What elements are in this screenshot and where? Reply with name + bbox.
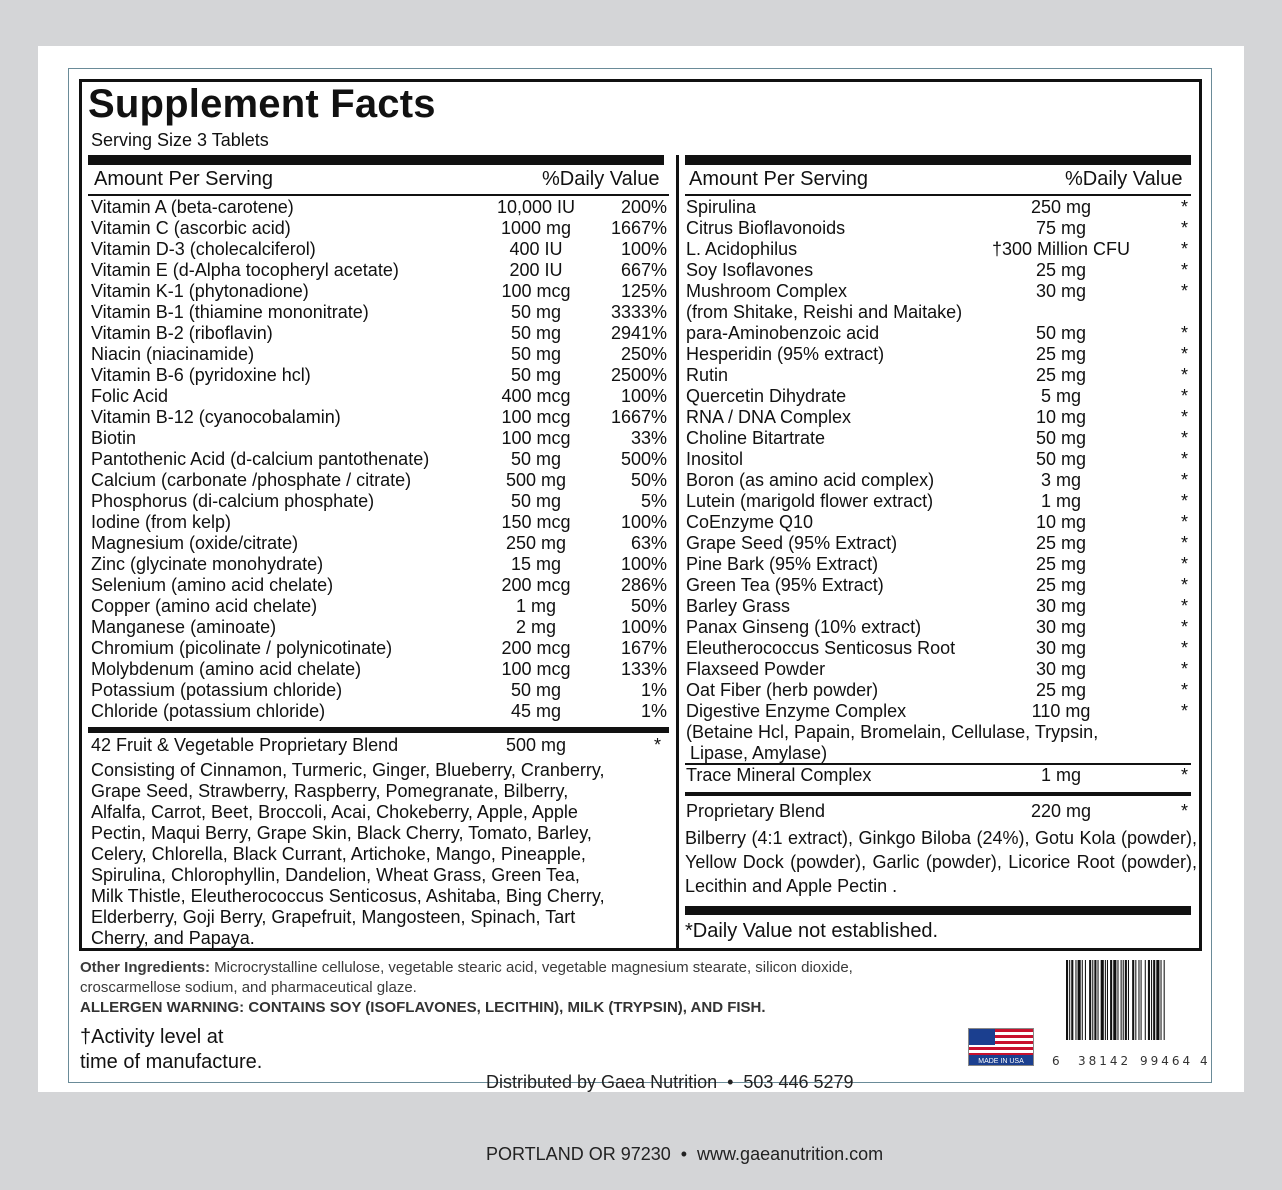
left-amount: 500 mg	[505, 470, 567, 490]
right-dv: *	[1180, 260, 1188, 280]
barcode-bar	[1121, 960, 1122, 1040]
right-name: L. Acidophilus	[686, 239, 798, 259]
right-row	[686, 533, 1188, 554]
barcode-bar	[1071, 960, 1073, 1040]
amount-header-left: Amount Per Serving	[94, 168, 273, 190]
fv-blend-amount: 500 mg	[505, 735, 567, 755]
barcode-bar	[1078, 960, 1081, 1040]
column-divider	[676, 155, 679, 951]
left-dv: 50%	[630, 470, 667, 490]
right-amount: 30 mg	[1035, 281, 1087, 301]
right-dv: *	[1180, 428, 1188, 448]
right-dv: *	[1180, 533, 1188, 553]
barcode-bar	[1148, 960, 1150, 1040]
barcode-bar	[1113, 960, 1116, 1040]
right-row	[686, 428, 1188, 449]
right-name: Lutein (marigold flower extract)	[686, 491, 934, 511]
fv-blend-line: Milk Thistle, Eleutherococcus Senticosus, Ashitaba, Bing Cherry,	[91, 886, 605, 906]
left-name: Calcium (carbonate /phosphate / citrate)	[91, 470, 412, 490]
right-amount: 25 mg	[1035, 365, 1087, 385]
trace-row	[686, 765, 1188, 786]
right-name: Grape Seed (95% Extract)	[686, 533, 898, 553]
right-amount: 25 mg	[1035, 260, 1087, 280]
barcode-bars	[1060, 960, 1196, 1040]
barcode-bar	[1151, 960, 1152, 1040]
left-name: Iodine (from kelp)	[91, 512, 232, 532]
left-amount: 1 mg	[515, 596, 557, 616]
right-amount: 1 mg	[1040, 491, 1082, 511]
right-amount: 10 mg	[1035, 407, 1087, 427]
right-row	[686, 617, 1188, 638]
left-row	[91, 554, 667, 575]
trace-amount: 1 mg	[1040, 765, 1082, 785]
right-row	[686, 281, 1188, 322]
blend-bar-left	[88, 727, 669, 733]
right-row	[686, 512, 1188, 533]
right-dv: *	[1180, 638, 1188, 658]
barcode-bar	[1110, 960, 1112, 1040]
right-amount: 30 mg	[1035, 659, 1087, 679]
left-dv: 286%	[620, 575, 667, 595]
right-amount: 5 mg	[1040, 386, 1082, 406]
barcode-bar	[1141, 960, 1142, 1040]
left-dv: 1667%	[610, 218, 667, 238]
activity-note-line1: †Activity level at	[80, 1026, 224, 1048]
right-row	[686, 659, 1188, 680]
right-dv: *	[1180, 407, 1188, 427]
right-dv: *	[1180, 659, 1188, 679]
page-title: Supplement Facts	[88, 82, 436, 126]
right-amount: †300 Million CFU	[991, 239, 1131, 259]
left-name: Phosphorus (di-calcium phosphate)	[91, 491, 375, 511]
barcode-bar	[1105, 960, 1106, 1040]
left-dv: 33%	[630, 428, 667, 448]
left-row	[91, 470, 667, 491]
left-row	[91, 575, 667, 596]
left-row	[91, 680, 667, 701]
left-dv: 250%	[620, 344, 667, 364]
barcode-bar	[1075, 960, 1076, 1040]
right-name: Barley Grass	[686, 596, 791, 616]
right-name: Oat Fiber (herb powder)	[686, 680, 879, 700]
made-in-usa-flag	[968, 1028, 1034, 1066]
header-bar-right	[685, 155, 1191, 165]
fv-blend-line: Pectin, Maqui Berry, Grape Skin, Black Cherry, Tomato, Barley,	[91, 823, 592, 843]
left-name: Chloride (potassium chloride)	[91, 701, 326, 721]
right-dv: *	[1180, 554, 1188, 574]
barcode-bar	[1098, 960, 1099, 1040]
left-amount: 150 mcg	[501, 512, 571, 532]
left-amount: 50 mg	[510, 344, 562, 364]
left-name: Vitamin B-6 (pyridoxine hcl)	[91, 365, 311, 385]
digestive-line2: (Betaine Hcl, Papain, Bromelain, Cellulase, Trypsin,	[686, 722, 1099, 742]
right-row	[686, 554, 1188, 575]
fv-blend-row	[91, 735, 661, 756]
barcode-bar	[1092, 960, 1093, 1040]
left-amount: 15 mg	[510, 554, 562, 574]
right-name: Panax Ginseng (10% extract)	[686, 617, 922, 637]
right-dv: *	[1180, 617, 1188, 637]
left-row	[91, 491, 667, 512]
header-bar-left	[88, 155, 664, 165]
distributor-info	[486, 1022, 883, 1190]
left-amount: 100 mcg	[501, 281, 571, 301]
left-row	[91, 218, 667, 239]
left-dv: 2941%	[610, 323, 667, 343]
barcode-digit-first: 6	[1052, 1054, 1060, 1068]
left-dv: 667%	[620, 260, 667, 280]
barcode-bar	[1085, 960, 1086, 1040]
right-dv: *	[1180, 449, 1188, 469]
barcode-bar	[1107, 960, 1108, 1040]
left-amount: 45 mg	[510, 701, 562, 721]
left-name: Magnesium (oxide/citrate)	[91, 533, 299, 553]
trace-dv: *	[1180, 765, 1188, 785]
barcode-bar	[1153, 960, 1155, 1040]
left-row	[91, 596, 667, 617]
barcode-bar	[1101, 960, 1104, 1040]
left-dv: 125%	[620, 281, 667, 301]
left-amount: 1000 mg	[500, 218, 572, 238]
right-name: Citrus Bioflavonoids	[686, 218, 846, 238]
right-row	[686, 407, 1188, 428]
digestive-amount: 110 mg	[1031, 701, 1091, 721]
flag-text: MADE IN USA	[978, 1058, 1024, 1065]
barcode-bar	[1128, 960, 1129, 1040]
right-row	[686, 491, 1188, 512]
right-row	[686, 218, 1188, 239]
right-amount: 10 mg	[1035, 512, 1087, 532]
digestive-name: Digestive Enzyme Complex	[686, 701, 907, 721]
left-name: Vitamin B-1 (thiamine mononitrate)	[91, 302, 369, 322]
right-name: Inositol	[686, 449, 744, 469]
fv-blend-line: Spirulina, Chlorophyllin, Dandelion, Wheat Grass, Green Tea,	[91, 865, 580, 885]
right-name: Hesperidin (95% extract)	[686, 344, 885, 364]
left-dv: 100%	[620, 239, 667, 259]
barcode-bar	[1132, 960, 1134, 1040]
header-rule-right	[685, 194, 1191, 196]
right-amount: 50 mg	[1035, 323, 1087, 343]
left-row	[91, 197, 667, 218]
barcode-bar	[1089, 960, 1091, 1040]
amount-header-right: Amount Per Serving	[689, 168, 868, 190]
left-row	[91, 428, 667, 449]
right-dv: *	[1180, 323, 1188, 343]
left-row	[91, 407, 667, 428]
left-name: Vitamin B-2 (riboflavin)	[91, 323, 273, 343]
right-amount: 25 mg	[1035, 575, 1087, 595]
left-name: Vitamin C (ascorbic acid)	[91, 218, 291, 238]
left-dv: 500%	[620, 449, 667, 469]
right-name: CoEnzyme Q10	[686, 512, 814, 532]
barcode-bar	[1094, 960, 1096, 1040]
dv-header-left: %Daily Value	[542, 168, 660, 190]
allergen-warning: ALLERGEN WARNING: CONTAINS SOY (ISOFLAVONES, LECITHIN), MILK (TRYPSIN), AND FISH.	[80, 999, 766, 1016]
left-dv: 100%	[620, 617, 667, 637]
left-dv: 167%	[620, 638, 667, 658]
left-amount: 50 mg	[510, 491, 562, 511]
left-amount: 50 mg	[510, 302, 562, 322]
right-dv: *	[1180, 491, 1188, 511]
right-row	[686, 386, 1188, 407]
right-name: Rutin	[686, 365, 729, 385]
right-row	[686, 365, 1188, 386]
left-name: Niacin (niacinamide)	[91, 344, 255, 364]
right-name: Flaxseed Powder	[686, 659, 826, 679]
right-row	[686, 470, 1188, 491]
left-amount: 200 IU	[509, 260, 563, 280]
dv-note: *Daily Value not established.	[685, 920, 939, 942]
right-dv: *	[1180, 281, 1188, 301]
left-amount: 50 mg	[510, 323, 562, 343]
right-amount: 25 mg	[1035, 344, 1087, 364]
barcode-digit-last: 4	[1200, 1054, 1208, 1068]
left-name: Folic Acid	[91, 386, 169, 406]
right-amount: 25 mg	[1035, 680, 1087, 700]
left-dv: 100%	[620, 554, 667, 574]
left-row	[91, 659, 667, 680]
blend-bar-right	[685, 792, 1191, 796]
right-row	[686, 575, 1188, 596]
left-dv: 5%	[640, 491, 667, 511]
right-dv: *	[1180, 575, 1188, 595]
barcode-bar	[1125, 960, 1127, 1040]
barcode-bar	[1135, 960, 1136, 1040]
right-dv: *	[1180, 239, 1188, 259]
right-dv: *	[1180, 470, 1188, 490]
left-name: Potassium (potassium chloride)	[91, 680, 343, 700]
left-amount: 50 mg	[510, 365, 562, 385]
digestive-row	[686, 701, 1188, 764]
left-dv: 50%	[630, 596, 667, 616]
right-amount: 250 mg	[1030, 197, 1092, 217]
right-dv: *	[1180, 197, 1188, 217]
right-name: Green Tea (95% Extract)	[686, 575, 884, 595]
barcode-bar	[1161, 960, 1162, 1040]
fv-blend-dv: *	[653, 735, 661, 755]
left-row	[91, 239, 667, 260]
prop-blend-amount: 220 mg	[1030, 801, 1092, 821]
right-amount: 50 mg	[1035, 428, 1087, 448]
right-dv: *	[1180, 218, 1188, 238]
left-name: Chromium (picolinate / polynicotinate)	[91, 638, 393, 658]
fv-blend-line: Cherry, and Papaya.	[91, 928, 255, 948]
right-name: Soy Isoflavones	[686, 260, 814, 280]
barcode-bar	[1138, 960, 1139, 1040]
other-ingredients-text2: croscarmellose sodium, and pharmaceutical glaze.	[80, 979, 417, 996]
dv-header-right: %Daily Value	[1065, 168, 1183, 190]
right-amount: 3 mg	[1040, 470, 1082, 490]
other-ingredients-text: Microcrystalline cellulose, vegetable stearic acid, vegetable magnesium stearate, silicon dioxide,	[210, 959, 853, 976]
fv-blend-ingredients	[91, 760, 671, 949]
right-name: Quercetin Dihydrate	[686, 386, 847, 406]
barcode-bar	[1123, 960, 1124, 1040]
right-name: Spirulina	[686, 197, 757, 217]
left-row	[91, 512, 667, 533]
left-amount: 2 mg	[515, 617, 557, 637]
barcode-bar	[1145, 960, 1146, 1040]
distributor-line2: PORTLAND OR 97230 • www.gaeanutrition.com	[486, 1144, 884, 1164]
fv-blend-line: Grape Seed, Strawberry, Raspberry, Pomegranate, Bilberry,	[91, 781, 569, 801]
right-amount: 75 mg	[1035, 218, 1087, 238]
right-row	[686, 239, 1188, 260]
left-amount: 400 mcg	[501, 386, 571, 406]
right-dv: *	[1180, 386, 1188, 406]
left-name: Copper (amino acid chelate)	[91, 596, 318, 616]
right-name: Eleutherococcus Senticosus Root	[686, 638, 956, 658]
left-name: Zinc (glycinate monohydrate)	[91, 554, 324, 574]
prop-blend-row	[686, 801, 1188, 822]
right-name: Mushroom Complex	[686, 281, 848, 301]
right-dv: *	[1180, 365, 1188, 385]
left-row	[91, 260, 667, 281]
left-row	[91, 386, 667, 407]
digestive-dv: *	[1180, 701, 1188, 721]
distributor-line1: Distributed by Gaea Nutrition • 503 446 5279	[486, 1072, 854, 1092]
left-row	[91, 449, 667, 470]
left-name: Biotin	[91, 428, 137, 448]
barcode-bar	[1156, 960, 1159, 1040]
barcode-bar	[1082, 960, 1083, 1040]
left-row	[91, 533, 667, 554]
left-name: Vitamin A (beta-carotene)	[91, 197, 294, 217]
us-flag-icon	[969, 1029, 1033, 1065]
left-name: Molybdenum (amino acid chelate)	[91, 659, 362, 679]
right-amount: 30 mg	[1035, 596, 1087, 616]
left-dv: 133%	[620, 659, 667, 679]
right-name: RNA / DNA Complex	[686, 407, 852, 427]
fv-blend-line: Alfalfa, Carrot, Beet, Broccoli, Acai, Chokeberry, Apple, Apple	[91, 802, 578, 822]
trace-name: Trace Mineral Complex	[686, 765, 872, 785]
left-amount: 50 mg	[510, 449, 562, 469]
right-dv: *	[1180, 344, 1188, 364]
left-amount: 200 mcg	[501, 638, 571, 658]
left-dv: 63%	[630, 533, 667, 553]
right-name: para-Aminobenzoic acid	[686, 323, 880, 343]
left-dv: 2500%	[610, 365, 667, 385]
right-row	[686, 680, 1188, 701]
fv-blend-line: Celery, Chlorella, Black Currant, Artichoke, Mango, Pineapple,	[91, 844, 586, 864]
prop-blend-name: Proprietary Blend	[686, 801, 826, 821]
footer-bar-right	[685, 906, 1191, 915]
left-dv: 1%	[640, 680, 667, 700]
right-dv: *	[1180, 680, 1188, 700]
other-ingredients-label: Other Ingredients:	[80, 959, 211, 976]
left-name: Pantothenic Acid (d-calcium pantothenate)	[91, 449, 430, 469]
left-dv: 100%	[620, 386, 667, 406]
prop-blend-ingredients: Bilberry (4:1 extract), Ginkgo Biloba (24%), Gotu Kola (powder), Yellow Dock (powder), Garlic (powder), Licorice Root (powder), Lecithin and Apple Pectin .	[685, 828, 1197, 896]
activity-note-line2: time of manufacture.	[80, 1051, 263, 1073]
right-name-line2: (from Shitake, Reishi and Maitake)	[686, 302, 963, 322]
left-row	[91, 323, 667, 344]
other-ingredients	[80, 958, 1060, 998]
left-amount: 200 mcg	[501, 575, 571, 595]
left-amount: 50 mg	[510, 680, 562, 700]
right-row	[686, 638, 1188, 659]
fv-blend-line: Consisting of Cinnamon, Turmeric, Ginger, Blueberry, Cranberry,	[91, 760, 605, 780]
right-name: Pine Bark (95% Extract)	[686, 554, 879, 574]
left-name: Selenium (amino acid chelate)	[91, 575, 334, 595]
right-dv: *	[1180, 512, 1188, 532]
left-row	[91, 344, 667, 365]
barcode-bar	[1066, 960, 1068, 1040]
serving-size: Serving Size 3 Tablets	[91, 130, 269, 150]
left-amount: 400 IU	[509, 239, 563, 259]
right-row	[686, 596, 1188, 617]
barcode	[1060, 960, 1196, 1052]
left-amount: 100 mcg	[501, 407, 571, 427]
fv-blend-line: Elderberry, Goji Berry, Grapefruit, Mangosteen, Spinach, Tart	[91, 907, 576, 927]
left-name: Vitamin B-12 (cyanocobalamin)	[91, 407, 341, 427]
left-dv: 100%	[620, 512, 667, 532]
right-name: Choline Bitartrate	[686, 428, 826, 448]
right-amount: 25 mg	[1035, 554, 1087, 574]
left-dv: 3333%	[610, 302, 667, 322]
barcode-bar	[1069, 960, 1070, 1040]
left-row	[91, 638, 667, 659]
prop-blend-dv: *	[1180, 801, 1188, 821]
left-name: Vitamin E (d-Alpha tocopheryl acetate)	[91, 260, 399, 280]
barcode-digits-right: 99464	[1140, 1054, 1194, 1068]
barcode-digits-left: 38142	[1078, 1054, 1132, 1068]
right-name: Boron (as amino acid complex)	[686, 470, 935, 490]
right-row	[686, 344, 1188, 365]
left-dv: 200%	[620, 197, 667, 217]
barcode-bar	[1164, 960, 1165, 1040]
right-amount: 30 mg	[1035, 617, 1087, 637]
barcode-bar	[1117, 960, 1118, 1040]
left-amount: 100 mcg	[501, 428, 571, 448]
left-amount: 100 mcg	[501, 659, 571, 679]
right-row	[686, 260, 1188, 281]
left-row	[91, 701, 667, 722]
header-rule-left	[88, 194, 669, 196]
left-amount: 10,000 IU	[496, 197, 576, 217]
left-dv: 1%	[640, 701, 667, 721]
right-amount: 50 mg	[1035, 449, 1087, 469]
digestive-line3: Lipase, Amylase)	[690, 743, 828, 763]
left-amount: 250 mg	[505, 533, 567, 553]
right-row	[686, 197, 1188, 218]
right-row	[686, 323, 1188, 344]
activity-note	[80, 1025, 262, 1075]
left-name: Vitamin D-3 (cholecalciferol)	[91, 239, 316, 259]
right-amount: 30 mg	[1035, 638, 1087, 658]
left-row	[91, 281, 667, 302]
right-amount: 25 mg	[1035, 533, 1087, 553]
left-row	[91, 302, 667, 323]
left-name: Vitamin K-1 (phytonadione)	[91, 281, 309, 301]
fv-blend-name: 42 Fruit & Vegetable Proprietary Blend	[91, 735, 399, 755]
left-dv: 1667%	[610, 407, 667, 427]
right-row	[686, 449, 1188, 470]
left-name: Manganese (aminoate)	[91, 617, 277, 637]
left-row	[91, 365, 667, 386]
left-row	[91, 617, 667, 638]
right-dv: *	[1180, 596, 1188, 616]
